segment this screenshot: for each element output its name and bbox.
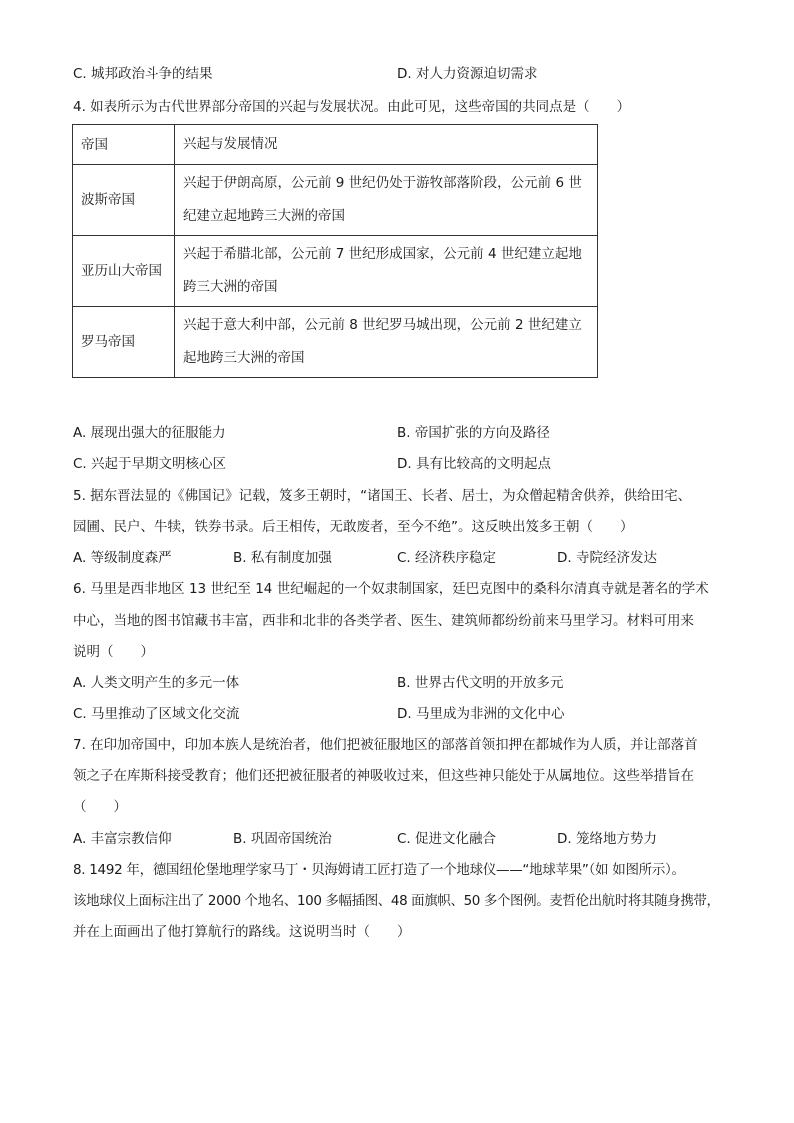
q6-line-1: 6. 马里是西非地区 13 世纪至 14 世纪崛起的一个奴隶制国家，廷巴克图中的桑科尔清真寺就是著名的学术	[73, 581, 709, 597]
q5-option-b: B. 私有制度加强	[233, 550, 332, 566]
table-cell-empire: 波斯帝国	[73, 165, 175, 236]
table-row	[73, 236, 598, 307]
q5-line-1: 5. 据东晋法显的《佛国记》记载，笈多王朝时，“诸国王、长者、居士，为众僧起精舍供养，供给田宅、	[73, 488, 692, 504]
q7-line-1: 7. 在印加帝国中，印加本族人是统治者，他们把被征服地区的部落首领扣押在都城作为人质，并让部落首	[73, 737, 698, 753]
empire-table	[72, 124, 598, 378]
q6-option-a: A. 人类文明产生的多元一体	[73, 675, 240, 691]
q5-option-a: A. 等级制度森严	[73, 550, 172, 566]
table-cell-info: 兴起于伊朗高原，公元前 9 世纪仍处于游牧部落阶段，公元前 6 世纪建立起地跨三大洲的帝国	[175, 165, 598, 236]
q4-option-d: D. 具有比较高的文明起点	[397, 456, 551, 472]
table-row	[73, 307, 598, 378]
q6-option-d: D. 马里成为非洲的文化中心	[397, 706, 565, 722]
table-header-info: 兴起与发展情况	[175, 125, 598, 165]
q8-line-1: 8. 1492 年，德国纽伦堡地理学家马丁・贝海姆请工匠打造了一个地球仪——“地球苹果”（如 如图所示）。	[73, 862, 685, 878]
q5-option-c: C. 经济秩序稳定	[397, 550, 497, 566]
q4-stem: 4. 如表所示为古代世界部分帝国的兴起与发展状况。由此可见，这些帝国的共同点是（ ）	[73, 99, 631, 115]
q5-option-d: D. 寺院经济发达	[557, 550, 657, 566]
q3-option-c: C. 城邦政治斗争的结果	[73, 66, 213, 82]
q6-line-2: 中心，当地的图书馆藏书丰富，西非和北非的各类学者、医生、建筑师都纷纷前来马里学习。材料可用来	[73, 613, 694, 629]
q6-option-b: B. 世界古代文明的开放多元	[397, 675, 564, 691]
q6-option-c: C. 马里推动了区域文化交流	[73, 706, 240, 722]
q7-option-c: C. 促进文化融合	[397, 831, 497, 847]
table-cell-empire: 亚历山大帝国	[73, 236, 175, 307]
q4-option-b: B. 帝国扩张的方向及路径	[397, 425, 550, 441]
q5-line-2: 园圃、民户、牛犊，铁券书录。后王相传，无敢废者，至今不绝”。这反映出笈多王朝（ ）	[73, 519, 634, 535]
q8-line-3: 并在上面画出了他打算航行的路线。这说明当时（ ）	[73, 924, 411, 940]
q6-line-3: 说明（ ）	[73, 644, 154, 660]
q7-option-b: B. 巩固帝国统治	[233, 831, 332, 847]
table-header-empire: 帝国	[73, 125, 175, 165]
q8-line-2: 该地球仪上面标注出了 2000 个地名、100 多幅插图、48 面旗帜、50 多个图例。麦哲伦出航时将其随身携带，	[73, 893, 720, 909]
table-cell-info: 兴起于意大利中部，公元前 8 世纪罗马城出现，公元前 2 世纪建立起地跨三大洲的帝国	[175, 307, 598, 378]
q4-option-a: A. 展现出强大的征服能力	[73, 425, 226, 441]
table-cell-empire: 罗马帝国	[73, 307, 175, 378]
q7-option-a: A. 丰富宗教信仰	[73, 831, 172, 847]
q7-line-3: （ ）	[73, 799, 127, 815]
q7-line-2: 领之子在库斯科接受教育；他们还把被征服者的神吸收过来，但这些神只能处于从属地位。这些举措旨在	[73, 768, 694, 784]
table-cell-info: 兴起于希腊北部，公元前 7 世纪形成国家，公元前 4 世纪建立起地跨三大洲的帝国	[175, 236, 598, 307]
q7-option-d: D. 笼络地方势力	[557, 831, 657, 847]
q4-option-c: C. 兴起于早期文明核心区	[73, 456, 227, 472]
table-header-row	[73, 125, 598, 165]
q3-option-d: D. 对人力资源迫切需求	[397, 66, 538, 82]
table-row	[73, 165, 598, 236]
